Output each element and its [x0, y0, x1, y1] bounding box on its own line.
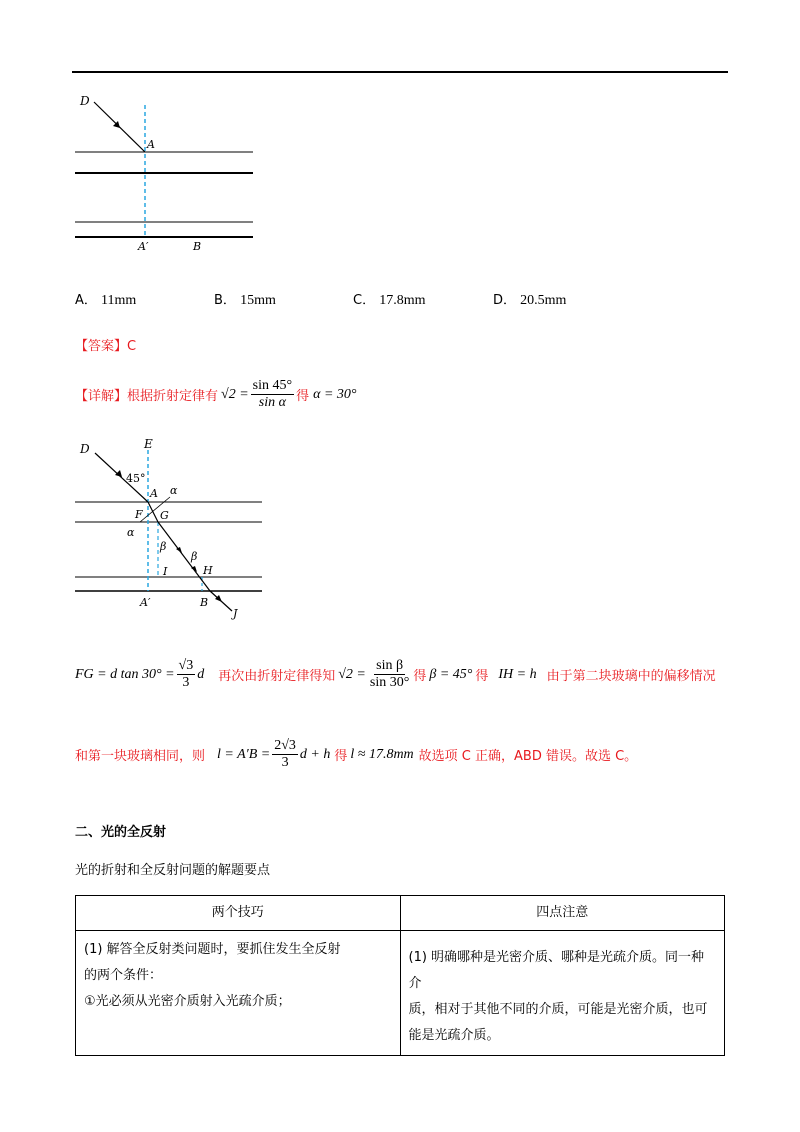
calc2-formula-2: l ≈ 17.8mm — [350, 746, 414, 762]
option-value: 17.8mm — [379, 293, 426, 308]
label-45: 45° — [126, 472, 146, 485]
option-a[interactable] — [75, 289, 136, 309]
calc2-text-1: 和第一块玻璃相同，则 — [75, 749, 206, 764]
label-E: E — [144, 437, 153, 451]
table-header-cell: 两个技巧 — [76, 896, 401, 931]
calc1-fraction-1 — [177, 658, 196, 691]
table-row — [76, 931, 725, 1056]
detail-line — [75, 378, 357, 411]
fraction-denominator: 3 — [182, 675, 190, 690]
fraction-numerator: 2√3 — [274, 738, 296, 753]
calc2-formula-tail: d + h — [299, 746, 331, 762]
calc1-de-1: 得 — [413, 669, 427, 684]
answer-label: 【答案】 — [75, 339, 128, 354]
label-G: G — [160, 509, 169, 522]
cell-line: 质，相对于其他不同的介质，可能是光密介质，也可 — [408, 1002, 708, 1017]
label-H: H — [203, 564, 213, 577]
label-beta-1: β — [160, 540, 167, 553]
label-alpha-2: α — [127, 526, 135, 539]
table-header-cell: 四点注意 — [400, 896, 725, 931]
refraction-diagram-1 — [70, 90, 270, 255]
option-b[interactable] — [214, 289, 276, 309]
cell-line: ①光必须从光密介质射入光疏介质； — [84, 994, 291, 1009]
fraction-numerator: √3 — [178, 658, 194, 673]
label-J: J — [233, 607, 238, 620]
refracted-ray-1 — [148, 502, 158, 522]
option-c[interactable] — [353, 289, 426, 309]
refraction-diagram-2 — [70, 435, 270, 625]
calc2-fraction — [272, 738, 298, 771]
table-cell-right — [400, 931, 725, 1056]
fraction-numerator: sin β — [376, 658, 404, 673]
calc1-formula-4: IH = h — [498, 666, 537, 682]
calc1-formula-3: β = 45° — [429, 666, 473, 682]
label-I: I — [163, 565, 168, 578]
fraction-denominator: sin 30° — [369, 675, 410, 690]
calc2-text-2: 故选项 C 正确，ABD 错误。故选 C。 — [418, 749, 638, 764]
cell-line: 能是光疏介质。 — [408, 1028, 500, 1043]
calc1-text-1: 再次由折射定律得知 — [218, 669, 336, 684]
cell-line: (1) 明确哪种是光密介质、哪种是光疏介质。同一种介 — [408, 950, 705, 991]
answer-line — [75, 335, 136, 354]
label-D: D — [80, 442, 90, 456]
cell-line: (1) 解答全反射类问题时，要抓住发生全反射 — [84, 942, 341, 957]
answer-value: C — [127, 339, 137, 354]
section-title: 二、光的全反射 — [75, 825, 167, 840]
calc1-formula-tail: d — [197, 666, 205, 682]
fraction-denominator: sin α — [258, 395, 286, 410]
ray-arrow-1 — [115, 470, 122, 477]
calc1-text-2: 由于第二块玻璃中的偏移情况 — [546, 669, 716, 684]
table-header-row — [76, 896, 725, 931]
fraction-denominator: 3 — [281, 755, 289, 770]
header-rule — [72, 71, 728, 73]
option-letter: C． — [353, 293, 376, 308]
label-beta-2: β — [191, 550, 198, 563]
label-A-prime: A′ — [140, 596, 151, 609]
option-d[interactable] — [493, 289, 566, 309]
middle-ray — [158, 522, 210, 591]
option-value: 15mm — [240, 293, 276, 308]
option-value: 20.5mm — [520, 293, 567, 308]
cell-line: 的两个条件： — [84, 968, 163, 983]
label-F: F — [135, 508, 143, 521]
detail-de: 得 — [296, 389, 310, 404]
section-subtitle: 光的折射和全反射问题的解题要点 — [75, 863, 271, 878]
fraction-numerator: sin 45° — [252, 378, 293, 393]
label-alpha-1: α — [170, 484, 178, 497]
label-A-prime: A′ — [138, 240, 149, 253]
option-letter: B． — [214, 293, 236, 308]
detail-result: α = 30° — [313, 386, 357, 402]
calc2-de: 得 — [334, 749, 348, 764]
calc1-formula-fg: FG = d tan 30° = — [75, 666, 175, 682]
detail-label: 【详解】 — [75, 389, 128, 404]
calc1-de-2: 得 — [475, 669, 489, 684]
calc-line-2 — [75, 738, 637, 771]
detail-formula-left: √2 = — [221, 386, 249, 402]
tips-table — [75, 895, 725, 1056]
label-B: B — [193, 240, 202, 253]
label-D: D — [80, 94, 90, 108]
option-letter: A． — [75, 293, 97, 308]
detail-text: 根据折射定律有 — [127, 389, 219, 404]
detail-fraction — [251, 378, 294, 411]
label-B: B — [200, 596, 209, 609]
calc1-formula-2: √2 = — [338, 666, 366, 682]
option-letter: D． — [493, 293, 517, 308]
calc2-formula-1: l = A′B = — [217, 746, 271, 762]
label-A: A — [147, 138, 155, 151]
calc1-fraction-2 — [368, 658, 411, 691]
option-value: 11mm — [101, 293, 137, 308]
label-A: A — [150, 487, 158, 500]
calc-line-1 — [75, 658, 716, 691]
table-cell-left — [76, 931, 401, 1056]
